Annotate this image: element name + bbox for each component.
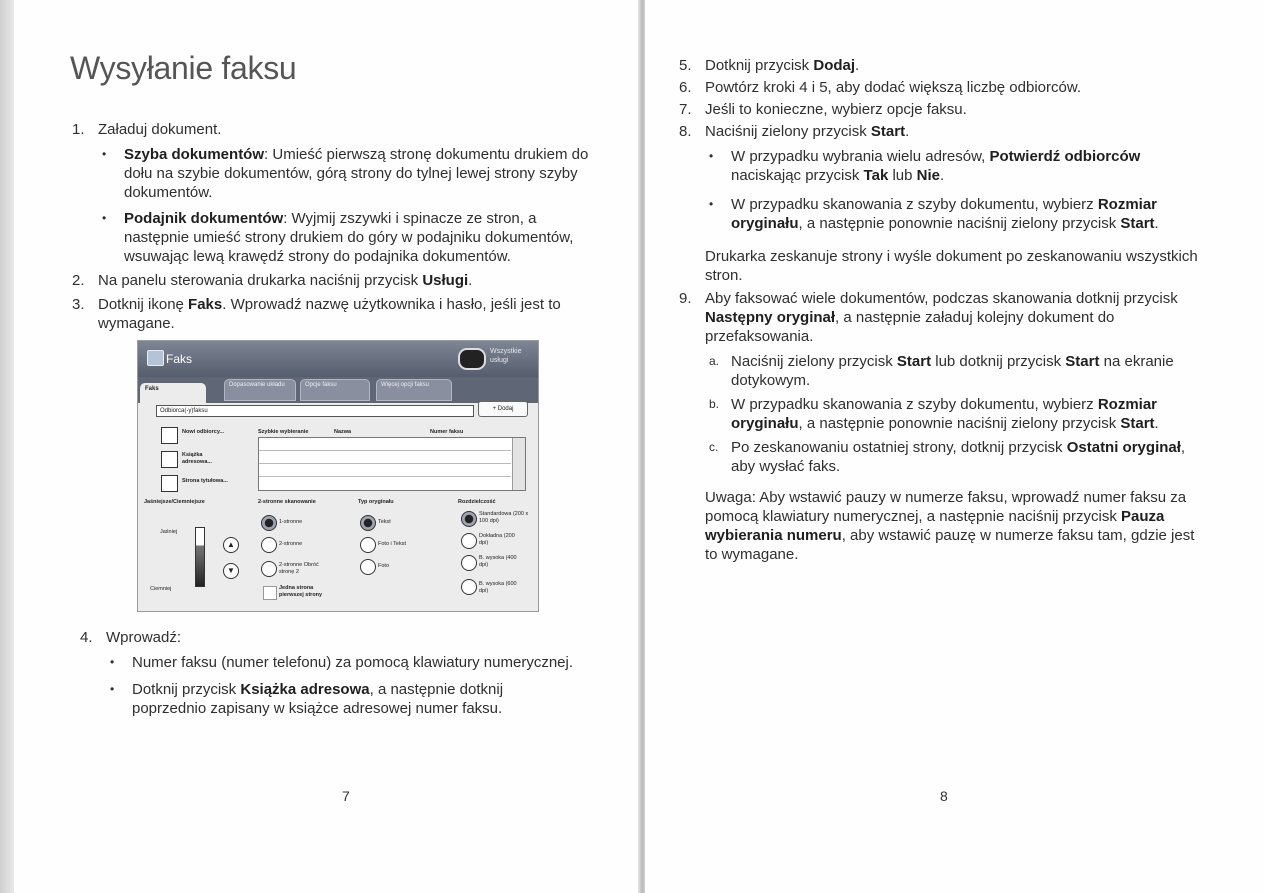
cover-page-label: Strona tytułowa... bbox=[182, 478, 228, 484]
list-scrollbar bbox=[512, 438, 525, 490]
step-1: 1. Załaduj dokument. bbox=[72, 121, 222, 138]
page-edge bbox=[0, 0, 14, 893]
step-8: 8. Naciśnij zielony przycisk Start. bbox=[679, 123, 910, 140]
page-number-left: 7 bbox=[342, 788, 350, 804]
bullet-glass: • Szyba dokumentów: Umieść pierwszą stronę dokumentu drukiem do dołu na szybie dokumentów, górą strony do tylnej lewej strony szyby dokumentów. bbox=[102, 146, 589, 201]
lighter-arrow-icon: ▲ bbox=[223, 537, 239, 553]
steps-right bbox=[679, 56, 1205, 564]
recipient-field: Odbiorca(-y)faksu bbox=[156, 405, 474, 417]
radio-text bbox=[360, 515, 376, 531]
fax-screen-image: Faks Wszystkie usługi Faks Dopasowanie układu Opcje faksu Więcej opcji faksu Odbiorca(-y)faksu + Dodaj Nowi odbiorcy... Książka adresowa... Strona tytułowa... Szybkie wybieranie Nazwa Numer faksu Jaśniejsze/Ciemniejsze Jaśniej Ciemniej ▲ ▼ 2-stronne skanowanie 1-stronne 2-stronne 2-stronne Obróć stronę 2 Jedna strona pierwszej strony Typ oryginału Tekst Foto i Tekst Foto Rozdzielczość Standardowa (200 x 100 dpi) Dokładna (200 dpi) B. wysoka (400 dpi) B. wysoka (600 dpi) bbox=[137, 340, 539, 612]
note-paragraph: Uwaga: Aby wstawić pauzy w numerze faksu, wprowadź numer faksu za pomocą klawiatury numerycznej, a następnie naciśnij przycisk Pauza wybierania numeru, aby wstawić pauzę w numerze faksu tam, gdzie jest to wymagane. bbox=[705, 489, 1195, 563]
lighten-darken-label: Jaśniejsze/Ciemniejsze bbox=[144, 499, 205, 505]
step-9: 9. Aby faksować wiele dokumentów, podczas skanowania dotknij przycisk Następny oryginał, a następnie załaduj kolejny dokument do przefaksowania. bbox=[679, 290, 1178, 345]
lighter-label: Jaśniej bbox=[160, 529, 178, 535]
fax-screen-title: Faks bbox=[166, 352, 193, 366]
right-page bbox=[645, 0, 1264, 893]
page-title: Wysyłanie faksu bbox=[70, 50, 297, 86]
radio-standard bbox=[461, 511, 477, 527]
darker-arrow-icon: ▼ bbox=[223, 563, 239, 579]
list-header-fax-number: Numer faksu bbox=[430, 429, 464, 435]
fax-screen-header bbox=[138, 341, 538, 377]
original-type-label: Typ oryginału bbox=[358, 499, 394, 505]
two-sided-label: 2-stronne skanowanie bbox=[258, 499, 316, 505]
tab-layout: Dopasowanie układu bbox=[224, 379, 296, 401]
recipient-list bbox=[258, 437, 526, 491]
radio-photo bbox=[360, 559, 376, 575]
page-number-right: 8 bbox=[940, 788, 948, 804]
radio-2-sided-rotate bbox=[261, 561, 277, 577]
darker-label: Ciemniej bbox=[150, 586, 172, 592]
radio-superfine-600 bbox=[461, 579, 477, 595]
bullet-address-book: • Dotknij przycisk Książka adresowa, a następnie dotknij poprzednio zapisany w książce adresowej numer faksu. bbox=[110, 681, 504, 717]
new-recipients-label: Nowi odbiorcy... bbox=[182, 429, 225, 435]
add-button: + Dodaj bbox=[478, 401, 528, 417]
step-4: 4. Wprowadź: bbox=[80, 629, 182, 646]
radio-fine bbox=[461, 533, 477, 549]
first-page-checkbox bbox=[263, 586, 277, 600]
list-header-name: Nazwa bbox=[334, 429, 352, 435]
step-3: 3. Dotknij ikonę Faks. Wprowadź nazwę użytkownika i hasło, jeśli jest to wymagane. bbox=[72, 296, 561, 332]
resolution-label: Rozdzielczość bbox=[458, 499, 496, 505]
step-5: 5. Dotknij przycisk Dodaj. bbox=[679, 57, 860, 74]
radio-photo-text bbox=[360, 537, 376, 553]
list-header-speed-dial: Szybkie wybieranie bbox=[258, 429, 309, 435]
substep-c: c. Po zeskanowaniu ostatniej strony, dotknij przycisk Ostatni oryginał, aby wysłać faks. bbox=[709, 439, 1186, 475]
address-book-label: Książka adresowa... bbox=[182, 452, 212, 465]
tab-fax: Faks bbox=[140, 383, 206, 403]
bullet-enter-number: • Numer faksu (numer telefonu) za pomocą klawiatury numerycznej. bbox=[110, 654, 574, 671]
step-list-bottom bbox=[80, 628, 576, 718]
bullet-confirm: • W przypadku wybrania wielu adresów, Potwierdź odbiorców naciskając przycisk Tak lub Nie. bbox=[709, 148, 1141, 184]
scan-paragraph: Drukarka zeskanuje strony i wyśle dokument po zeskanowaniu wszystkich stron. bbox=[705, 248, 1198, 284]
address-book-button bbox=[161, 451, 178, 468]
fax-icon bbox=[147, 350, 164, 366]
darkness-slider bbox=[195, 527, 205, 587]
all-services-icon bbox=[458, 348, 486, 370]
all-services-label: Wszystkie usługi bbox=[490, 348, 522, 364]
step-2: 2. Na panelu sterowania drukarka naciśnij przycisk Usługi. bbox=[72, 272, 473, 289]
bullet-original-size: • W przypadku skanowania z szyby dokumentu, wybierz Rozmiar oryginału, a następnie ponownie naciśnij zielony przycisk Start. bbox=[709, 196, 1159, 232]
fax-tabs bbox=[138, 377, 538, 403]
substep-a: a. Naciśnij zielony przycisk Start lub dotknij przycisk Start na ekranie dotykowym. bbox=[709, 353, 1174, 389]
step-6: 6. Powtórz kroki 4 i 5, aby dodać większą liczbę odbiorców. bbox=[679, 79, 1082, 96]
tab-more-options: Więcej opcji faksu bbox=[376, 379, 452, 401]
bullet-feeder: • Podajnik dokumentów: Wyjmij zszywki i spinacze ze stron, a następnie umieść strony drukiem do góry w podajniku dokumentów, wsuwając lewą krawędź strony do podajnika dokumentów. bbox=[102, 210, 574, 265]
substep-b: b. W przypadku skanowania z szyby dokumentu, wybierz Rozmiar oryginału, a następnie ponownie naciśnij zielony przycisk Start. bbox=[709, 396, 1159, 432]
step-list-top bbox=[72, 120, 598, 333]
new-recipients-button bbox=[161, 427, 178, 444]
left-page bbox=[14, 0, 640, 893]
radio-2-sided bbox=[261, 537, 277, 553]
cover-page-button bbox=[161, 475, 178, 492]
radio-superfine-400 bbox=[461, 555, 477, 571]
step-7: 7. Jeśli to konieczne, wybierz opcje faksu. bbox=[679, 101, 967, 118]
tab-fax-options: Opcje faksu bbox=[300, 379, 370, 401]
radio-1-sided bbox=[261, 515, 277, 531]
